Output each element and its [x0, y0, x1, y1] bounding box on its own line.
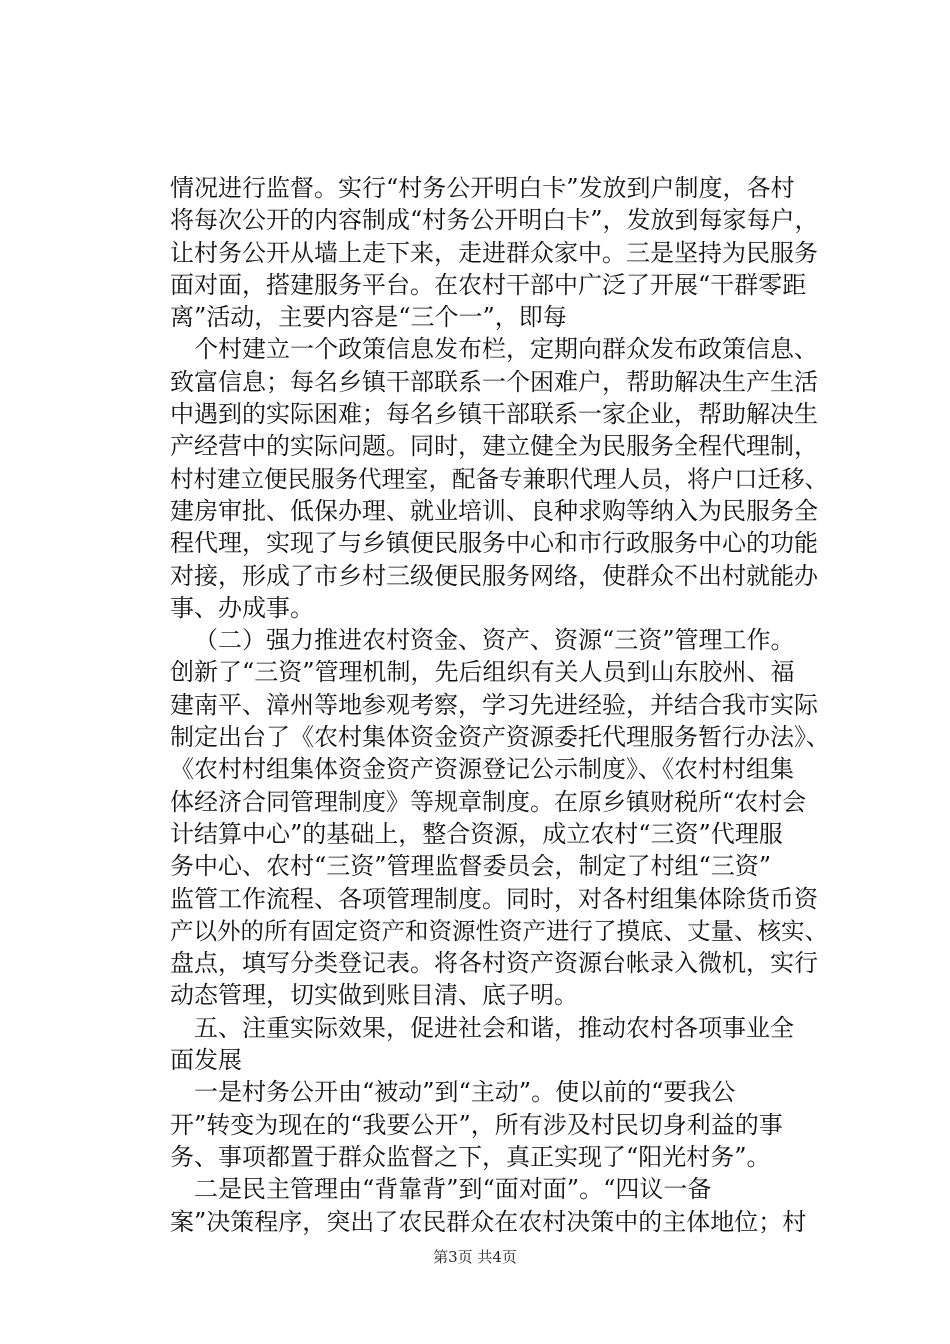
text-line: 离”活动，主要内容是“三个一”，即每 [170, 303, 567, 332]
text-line: （二）强力推进农村资金、资产、资源“三资”管理工作。 [194, 626, 795, 655]
text-line: 开”转变为现在的“我要公开”，所有涉及村民切身利益的事 [170, 1110, 783, 1139]
text-line: 监管工作流程、各项管理制度。同时，对各村组集体除货币资 [170, 884, 818, 913]
text-line: 让村务公开从墙上走下来，走进群众家中。三是坚持为民服务 [170, 238, 818, 267]
text-line: 产以外的所有固定资产和资源性资产进行了摸底、丈量、核实、 [170, 916, 828, 945]
text-line: 中遇到的实际困难；每名乡镇干部联系一家企业，帮助解决生 [170, 400, 818, 429]
text-line: 制定出台了《农村集体资金资产资源委托代理服务暂行办法》、 [170, 723, 830, 752]
text-line: 将每次公开的内容制成“村务公开明白卡”，发放到每家每户， [170, 206, 819, 235]
text-line: 创新了“三资”管理机制，先后组织有关人员到山东胶州、福 [170, 658, 795, 687]
text-line: 务、事项都置于群众监督之下，真正实现了“阳光村务”。 [170, 1142, 771, 1171]
text-line: 情况进行监督。实行“村务公开明白卡”发放到户制度，各村 [170, 174, 795, 202]
text-line: 盘点，填写分类登记表。将各村资产资源台帐录入微机，实行 [170, 949, 818, 978]
text-line: 二是民主管理由“背靠背”到“面对面”。“四议一备 [194, 1175, 712, 1204]
text-line: 村村建立便民服务代理室，配备专兼职代理人员，将户口迁移、 [170, 464, 828, 493]
text-line: 面对面，搭建服务平台。在农村干部中广泛了开展“干群零距 [170, 270, 807, 299]
text-line: 案”决策程序，突出了农民群众在农村决策中的主体地位；村 [170, 1207, 807, 1236]
text-line: 程代理，实现了与乡镇便民服务中心和市行政服务中心的功能 [170, 529, 818, 558]
text-line: 产经营中的实际问题。同时，建立健全为民服务全程代理制， [170, 432, 818, 461]
text-line: 一是村务公开由“被动”到“主动”。使以前的“要我公 [194, 1078, 736, 1107]
text-line: 务中心、农村“三资”管理监督委员会，制定了村组“三资” [170, 852, 772, 881]
page-footer: 第3页 共4页 [433, 1248, 517, 1266]
text-line: 建房审批、低保办理、就业培训、良种求购等纳入为民服务全 [170, 496, 818, 525]
text-line: 五、注重实际效果，促进社会和谐，推动农村各项事业全 [194, 1013, 794, 1042]
text-line: 体经济合同管理制度》等规章制度。在原乡镇财税所“农村会 [170, 787, 807, 816]
text-line: 个村建立一个政策信息发布栏，定期向群众发布政策信息、 [194, 335, 818, 364]
text-line: 致富信息；每名乡镇干部联系一个困难户，帮助解决生产生活 [170, 367, 818, 396]
text-line: 计结算中心”的基础上，整合资源，成立农村“三资”代理服 [170, 819, 783, 848]
text-line: 事、办成事。 [170, 593, 314, 622]
body-text [170, 172, 830, 1238]
text-line: 对接，形成了市乡村三级便民服务网络，使群众不出村就能办 [170, 561, 818, 590]
text-line: 面发展 [170, 1046, 242, 1075]
text-line: 建南平、漳州等地参观考察，学习先进经验，并结合我市实际 [170, 690, 818, 719]
text-line: 动态管理，切实做到账目清、底子明。 [170, 981, 578, 1010]
text-line: 《农村村组集体资金资产资源登记公示制度》、《农村村组集 [170, 755, 794, 784]
